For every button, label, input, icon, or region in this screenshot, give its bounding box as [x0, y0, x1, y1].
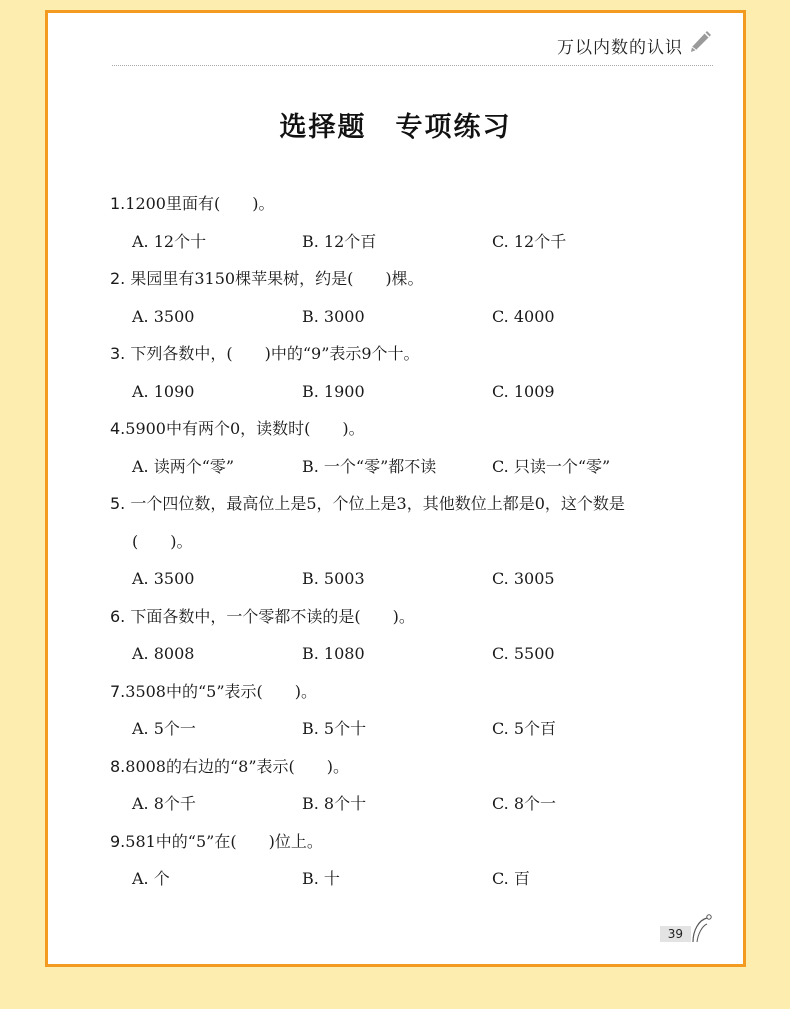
page-number: 39 — [660, 926, 691, 942]
question-8 — [110, 748, 710, 786]
question-text: 下面各数中，一个零都不读的是( )。 — [125, 606, 415, 626]
option-a: A. 3500 — [132, 306, 195, 326]
option-a: A. 个 — [132, 869, 170, 888]
chapter-title: 万以内数的认识 — [557, 38, 683, 58]
option-b: B. 1080 — [302, 644, 365, 663]
options-row — [110, 560, 710, 598]
option-b: B. 十 — [302, 869, 340, 888]
options-row — [110, 223, 710, 261]
option-c: C. 3005 — [492, 569, 555, 588]
option-b: B. 5个十 — [302, 719, 367, 738]
options-row — [110, 373, 710, 411]
option-a: A. 5个一 — [132, 719, 196, 738]
question-5 — [110, 485, 710, 523]
options-row — [110, 860, 710, 898]
swirl-ornament-icon — [689, 912, 713, 944]
option-a: A. 8008 — [132, 644, 195, 663]
question-text: 果园里有3150棵苹果树，约是( )棵。 — [125, 269, 424, 288]
option-b: B. 3000 — [302, 306, 365, 326]
option-c: C. 8个一 — [492, 794, 557, 813]
option-b: B. 5003 — [302, 569, 365, 588]
option-c: C. 12个千 — [492, 231, 567, 251]
question-text: 8008的右边的“8”表示( )。 — [125, 756, 350, 776]
question-text: 一个四位数，最高位上是5，个位上是3，其他数位上都是0，这个数是 — [125, 494, 625, 513]
question-number: 1. — [110, 194, 126, 213]
question-number: 8. — [110, 756, 126, 776]
question-7 — [110, 673, 710, 711]
options-row — [110, 785, 710, 823]
question-1 — [110, 185, 710, 223]
option-b: B. 8个十 — [302, 794, 367, 813]
options-row — [110, 710, 710, 748]
worksheet-page — [45, 10, 746, 967]
question-6 — [110, 598, 710, 636]
question-text: 1200里面有( )。 — [125, 194, 275, 213]
question-number: 9. — [110, 831, 126, 851]
option-c: C. 4000 — [492, 306, 555, 326]
question-number: 5. — [110, 494, 126, 513]
option-c: C. 百 — [492, 869, 530, 888]
question-4 — [110, 410, 710, 448]
pencil-icon — [687, 29, 713, 55]
question-3 — [110, 335, 710, 373]
option-a: A. 3500 — [132, 569, 195, 588]
question-number: 3. — [110, 344, 126, 363]
option-b: B. 1900 — [302, 381, 365, 401]
option-c: C. 1009 — [492, 381, 555, 401]
options-row — [110, 635, 710, 673]
question-5-continuation: ( )。 — [132, 531, 193, 551]
question-number: 7. — [110, 681, 126, 701]
option-c: C. 5500 — [492, 644, 555, 663]
question-text: 581中的“5”在( )位上。 — [125, 831, 323, 851]
option-a: A. 8个千 — [132, 794, 196, 813]
option-a: A. 读两个“零” — [132, 456, 235, 476]
question-text: 3508中的“5”表示( )。 — [125, 681, 318, 701]
option-a: A. 12个十 — [132, 231, 207, 251]
option-c: C. 只读一个“零” — [492, 456, 611, 476]
question-9 — [110, 823, 710, 861]
option-b: B. 一个“零”都不读 — [302, 456, 437, 476]
options-row — [110, 298, 710, 336]
question-text: 5900中有两个0，读数时( )。 — [125, 419, 365, 438]
worksheet-title: 选择题 专项练习 — [279, 112, 512, 143]
page-header — [112, 27, 713, 66]
question-text: 下列各数中，( )中的“9”表示9个十。 — [125, 344, 420, 363]
question-number: 6. — [110, 606, 126, 626]
question-list — [110, 185, 710, 898]
question-number: 4. — [110, 419, 126, 438]
question-number: 2. — [110, 269, 126, 288]
options-row — [110, 448, 710, 486]
option-c: C. 5个百 — [492, 719, 557, 738]
option-a: A. 1090 — [132, 381, 195, 401]
question-2 — [110, 260, 710, 298]
option-b: B. 12个百 — [302, 231, 377, 251]
